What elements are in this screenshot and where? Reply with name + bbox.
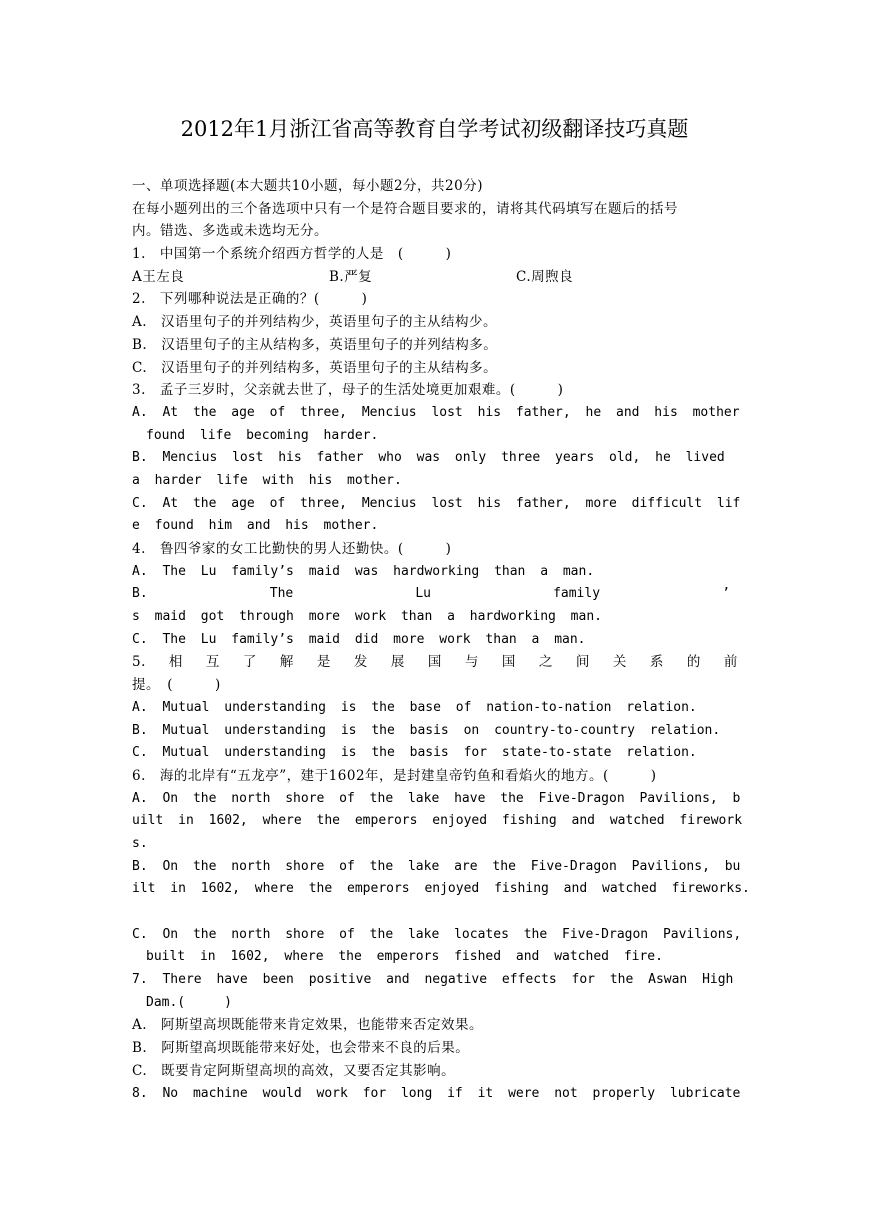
question-3-option-a-cont: found life becoming harder. — [146, 427, 379, 443]
question-5-option-a: A. Mutual understanding is the base of nation-to-nation relation. — [132, 699, 697, 715]
question-3-option-b: B. Mencius lost his father who was only three years old, he lived — [132, 450, 725, 466]
question-5-stem-char: 是 — [316, 654, 331, 671]
exam-content — [132, 175, 750, 1105]
question-2-option-b: B. 汉语里句子的主从结构多，英语里句子的并列结构多。 — [132, 336, 498, 353]
question-4-option-b-word: Lu — [415, 586, 431, 602]
question-4-stem: 4. 鲁四爷家的女工比勤快的男人还勤快。( ) — [132, 541, 452, 557]
question-4-option-b — [132, 583, 738, 606]
question-5-stem-char: 系 — [649, 654, 664, 671]
question-3-option-c: C. At the age of three, Mencius lost his father, more difficult lif — [132, 495, 741, 511]
question-5-stem-char: 发 — [353, 654, 368, 671]
question-6-option-b: B. On the north shore of the lake are the Five-Dragon Pavilions, bu — [132, 858, 741, 874]
instructions-line-1: 在每小题列出的三个备选项中只有一个是符合题目要求的，请将其代码填写在题后的括号 — [132, 200, 678, 217]
page-title: 2012年1月浙江省高等教育自学考试初级翻译技巧真题 — [180, 117, 689, 141]
question-2-stem: 2. 下列哪种说法是正确的？( ) — [132, 291, 368, 308]
question-7-option-b: B. 阿斯望高坝既能带来好处，也会带来不良的后果。 — [132, 1040, 470, 1057]
question-4-option-b-word: The — [269, 586, 294, 602]
section-heading: 一、单项选择题(本大题共10小题，每小题2分，共20分) — [132, 178, 483, 194]
question-2-option-a: A. 汉语里句子的并列结构少，英语里句子的主从结构少。 — [132, 314, 498, 331]
question-5-stem-char: 前 — [723, 654, 738, 671]
question-1-options — [132, 266, 738, 289]
question-4-option-b-cont: s maid got through more work than a hardworking man. — [132, 609, 602, 625]
question-5-option-b: B. Mutual understanding is the basis on country-to-country relation. — [132, 722, 721, 738]
question-6-stem: 6. 海的北岸有“五龙亭”，建于1602年，是封建皇帝钓鱼和看焰火的地方。( ) — [132, 767, 657, 784]
question-6-option-a-cont: uilt in 1602, where the emperors enjoyed fishing and watched firework — [132, 813, 743, 829]
question-7-option-c: C. 既要肯定阿斯望高坝的高效，又要否定其影响。 — [132, 1062, 456, 1079]
question-6-option-a: A. On the north shore of the lake have the Five-Dragon Pavilions, b — [132, 790, 741, 806]
question-5-stem-char: 国 — [427, 654, 442, 671]
question-1-option-a: A王左良 — [132, 268, 185, 285]
question-5-stem-char: 了 — [242, 654, 257, 671]
question-5-stem-char: 的 — [686, 654, 701, 671]
question-5-stem-char: 关 — [612, 654, 627, 671]
question-5-stem-char: 与 — [464, 654, 479, 671]
question-2-option-c: C. 汉语里句子的并列结构多，英语里句子的主从结构多。 — [132, 359, 498, 376]
question-6-option-c: C. On the north shore of the lake locates the Five-Dragon Pavilions, — [132, 926, 742, 942]
question-5-stem-char: 5. — [132, 654, 146, 671]
question-4-option-b-word: B. — [132, 586, 148, 602]
question-1-option-b: B.严复 — [329, 268, 373, 285]
question-1-stem: 1. 中国第一个系统介绍西方哲学的人是 ( ) — [132, 246, 452, 263]
question-5-stem-char: 之 — [538, 654, 553, 671]
question-6-option-c-cont: built in 1602, where the emperors fished and watched fire. — [146, 949, 663, 965]
question-7-stem: 7. There have been positive and negative effects for the Aswan High — [132, 972, 734, 988]
question-3-option-b-cont: a harder life with his mother. — [132, 472, 402, 488]
question-7-option-a: A. 阿斯望高坝既能带来肯定效果，也能带来否定效果。 — [132, 1017, 484, 1034]
question-8-stem: 8. No machine would work for long if it were not properly lubricate — [132, 1085, 741, 1101]
question-5-stem-char: 相 — [168, 654, 183, 671]
question-5-stem-cont: 提。 ( ) — [132, 677, 221, 694]
question-5-stem-char: 展 — [390, 654, 405, 671]
blank-line — [132, 901, 738, 924]
question-4-option-c: C. The Lu family’s maid did more work than a man. — [132, 631, 586, 647]
question-5-stem-char: 互 — [205, 654, 220, 671]
question-5-stem-char: 间 — [575, 654, 590, 671]
question-5-stem-char: 解 — [279, 654, 294, 671]
question-4-option-b-word: family — [553, 586, 601, 602]
question-3-option-c-cont: e found him and his mother. — [132, 518, 379, 534]
question-3-stem: 3. 孟子三岁时，父亲就去世了，母子的生活处境更加艰难。( ) — [132, 382, 564, 399]
question-6-option-a-cont-2: s. — [132, 835, 148, 851]
question-6-option-b-cont: ilt in 1602, where the emperors enjoyed fishing and watched fireworks. — [132, 881, 750, 897]
question-5-option-c: C. Mutual understanding is the basis for state-to-state relation. — [132, 745, 697, 761]
question-5-stem — [132, 651, 738, 674]
instructions-line-2: 内。错选、多选或未选均无分。 — [132, 223, 328, 240]
question-4-option-b-word: ’ — [722, 586, 730, 602]
question-5-stem-char: 国 — [501, 654, 516, 671]
question-7-stem-cont: Dam.( ) — [146, 994, 232, 1010]
question-1-option-c: C.周煦良 — [516, 268, 574, 285]
question-3-option-a: A. At the age of three, Mencius lost his father, he and his mother — [132, 404, 740, 420]
question-4-option-a: A. The Lu family’s maid was hardworking than a man. — [132, 563, 595, 579]
